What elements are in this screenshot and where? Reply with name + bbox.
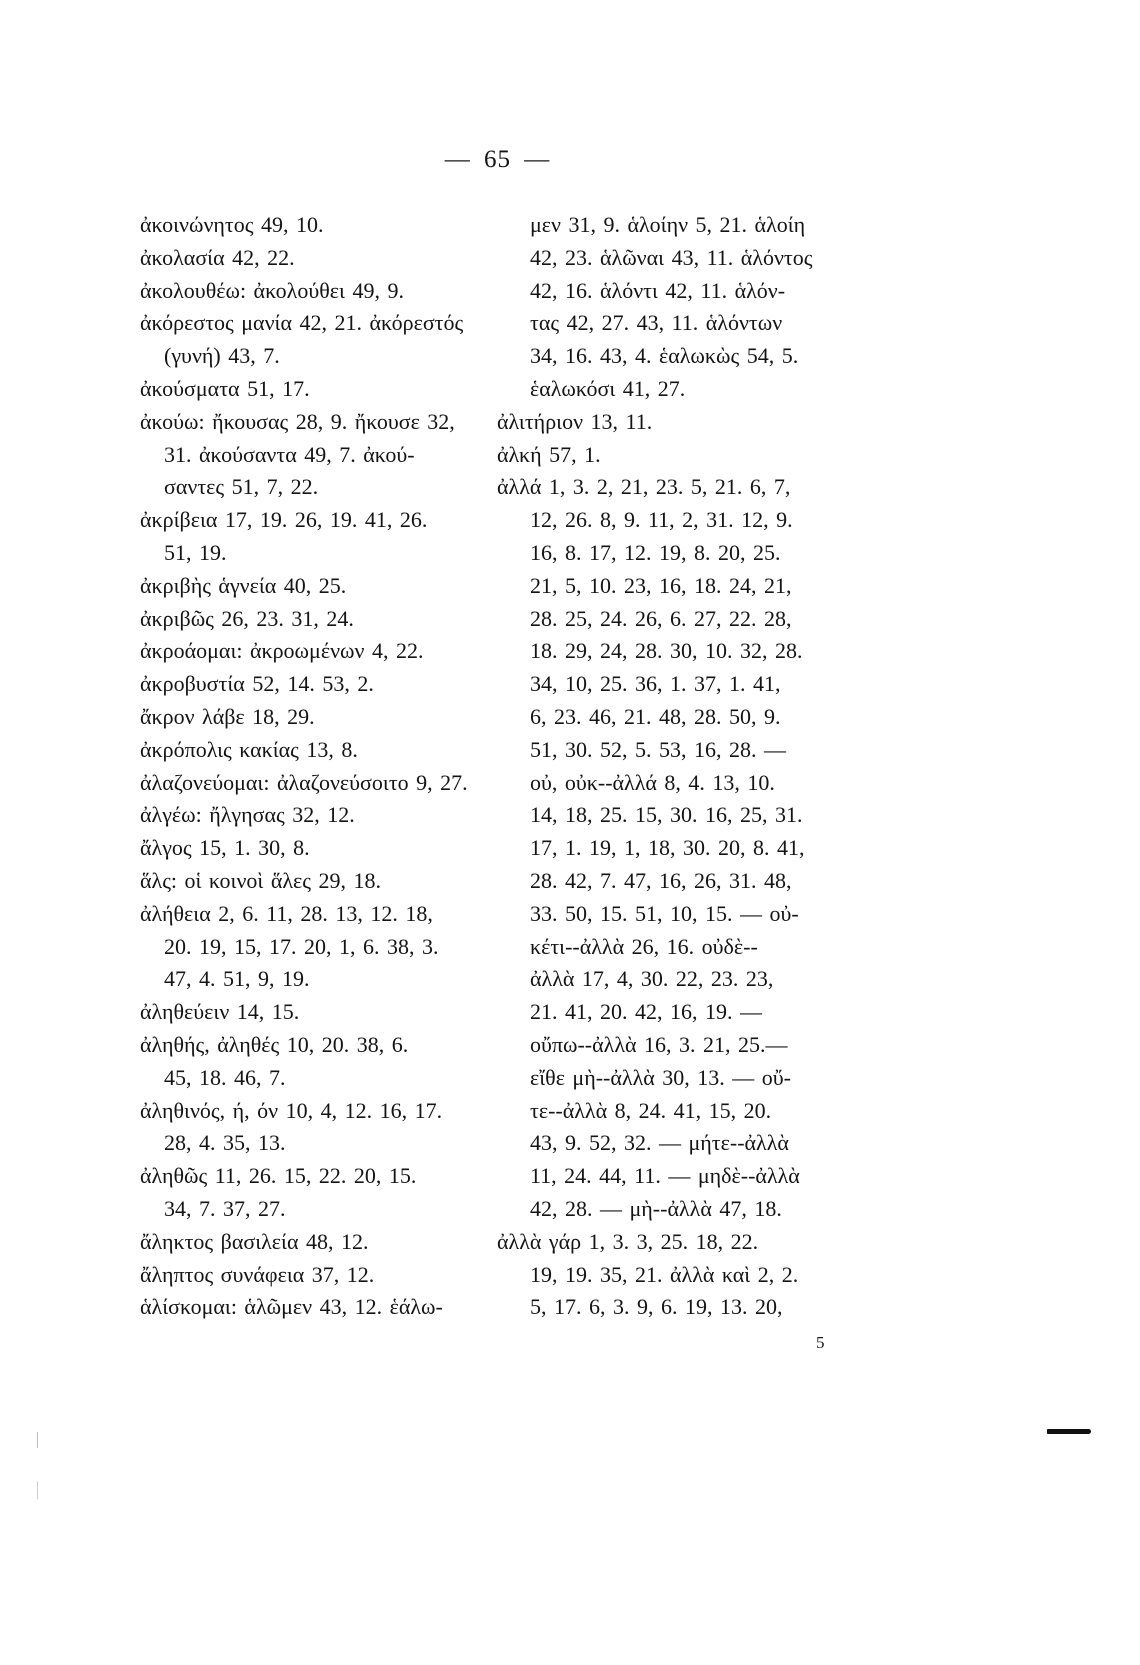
index-entry-continuation: ἑαλωκόσι 41, 27. <box>530 375 686 401</box>
index-entry-continuation: 12, 26. 8, 9. 11, 2, 31. 12, 9. <box>530 507 793 533</box>
index-entry: ἀλαζονεύομαι: ἀλαζονεύσοιτο 9, 27. <box>140 769 468 795</box>
index-entry: ἄληκτος βασιλεία 48, 12. <box>140 1228 369 1254</box>
page-number: — 65 — <box>444 146 551 173</box>
index-entry-continuation: 51, 30. 52, 5. 53, 16, 28. — <box>530 736 786 762</box>
index-entry-continuation: 34, 7. 37, 27. <box>164 1195 286 1221</box>
signature-mark: 5 <box>816 1333 825 1352</box>
index-entry-continuation: 14, 18, 25. 15, 30. 16, 25, 31. <box>530 802 803 828</box>
index-entry: ἀκροάομαι: ἀκροωμένων 4, 22. <box>140 638 424 664</box>
index-entry-continuation: 18. 29, 24, 28. 30, 10. 32, 28. <box>530 638 803 664</box>
index-entry-continuation: 31. ἀκούσαντα 49, 7. ἀκού- <box>164 441 415 467</box>
index-entry-continuation: 28. 42, 7. 47, 16, 26, 31. 48, <box>530 867 792 893</box>
index-entry: ἀλγέω: ἤλγησας 32, 12. <box>140 802 355 828</box>
scan-edge-mark <box>1047 1429 1091 1434</box>
index-entry-continuation: οὐ, οὐκ--ἀλλά 8, 4. 13, 10. <box>530 769 775 795</box>
index-entry: ἄληπτος συνάφεια 37, 12. <box>140 1261 375 1287</box>
index-entry: ἀλιτήριον 13, 11. <box>497 408 653 434</box>
index-entry-continuation: 42, 23. ἁλῶναι 43, 11. ἁλόντος <box>530 244 813 270</box>
index-entry-continuation: 47, 4. 51, 9, 19. <box>164 966 310 992</box>
index-entry: ἁλίσκομαι: ἁλῶμεν 43, 12. ἑάλω- <box>140 1294 443 1320</box>
index-entry: ἄλγος 15, 1. 30, 8. <box>140 835 310 861</box>
index-entry-continuation: 43, 9. 52, 32. — μήτε--ἀλλὰ <box>530 1130 789 1156</box>
index-entry: ἀκριβὴς ἁγνεία 40, 25. <box>140 572 347 598</box>
index-entry: ἀκούσματα 51, 17. <box>140 375 310 401</box>
index-entry-continuation: εἴθε μὴ--ἀλλὰ 30, 13. — οὔ- <box>530 1064 791 1090</box>
index-entry-continuation: (γυνή) 43, 7. <box>164 343 280 369</box>
index-entry: ἀκοινώνητος 49, 10. <box>140 212 324 237</box>
scan-margin-artifact <box>37 1432 38 1522</box>
index-entry-continuation: 6, 23. 46, 21. 48, 28. 50, 9. <box>530 703 781 729</box>
index-entry-continuation: 17, 1. 19, 1, 18, 30. 20, 8. 41, <box>530 835 805 861</box>
index-entry-continuation: 45, 18. 46, 7. <box>164 1064 286 1090</box>
index-entry: ἀκούω: ἤκουσας 28, 9. ἤκουσε 32, <box>140 408 455 434</box>
index-entry-continuation: 51, 19. <box>164 539 227 565</box>
index-entry-continuation: σαντες 51, 7, 22. <box>164 474 319 500</box>
index-entry-continuation: 5, 17. 6, 3. 9, 6. 19, 13. 20, <box>530 1294 783 1320</box>
index-entry-continuation: μεν 31, 9. ἁλοίην 5, 21. ἁλοίη <box>530 212 806 237</box>
index-entry: ἀκροβυστία 52, 14. 53, 2. <box>140 671 374 697</box>
index-entry-continuation: 33. 50, 15. 51, 10, 15. — οὐ- <box>530 900 799 926</box>
index-entry: ἀληθής, ἀληθές 10, 20. 38, 6. <box>140 1031 409 1057</box>
index-entry: ἀκολασία 42, 22. <box>140 244 295 270</box>
index-entry: ἀλλά 1, 3. 2, 21, 23. 5, 21. 6, 7, <box>497 474 791 500</box>
index-entry-continuation: 42, 28. — μὴ--ἀλλὰ 47, 18. <box>530 1195 782 1221</box>
index-entry-continuation: 28. 25, 24. 26, 6. 27, 22. 28, <box>530 605 792 631</box>
index-entry: ἀκρίβεια 17, 19. 26, 19. 41, 26. <box>140 507 428 533</box>
index-entry: ἀληθεύειν 14, 15. <box>140 999 300 1025</box>
index-entry: ἀληθῶς 11, 26. 15, 22. 20, 15. <box>140 1163 417 1189</box>
index-entry-continuation: οὔπω--ἀλλὰ 16, 3. 21, 25.— <box>530 1031 788 1057</box>
index-entry-continuation: 42, 16. ἁλόντι 42, 11. ἁλόν- <box>530 277 786 303</box>
index-entry-continuation: 19, 19. 35, 21. ἀλλὰ καὶ 2, 2. <box>530 1261 799 1287</box>
index-column-left <box>140 209 490 1324</box>
index-entry: ἀκόρεστος μανία 42, 21. ἀκόρεστός <box>140 310 464 336</box>
index-entry: ἀκολουθέω: ἀκολούθει 49, 9. <box>140 277 404 303</box>
index-entry: ἀκριβῶς 26, 23. 31, 24. <box>140 605 354 631</box>
index-entry: ἀληθινός, ή, όν 10, 4, 12. 16, 17. <box>140 1097 443 1123</box>
index-entry-continuation: 20. 19, 15, 17. 20, 1, 6. 38, 3. <box>164 933 439 959</box>
index-entry-continuation: τε--ἀλλὰ 8, 24. 41, 15, 20. <box>530 1097 772 1123</box>
index-entry-continuation: ἀλλὰ 17, 4, 30. 22, 23. 23, <box>530 966 774 992</box>
index-entry-continuation: 11, 24. 44, 11. — μηδὲ--ἀλλὰ <box>530 1163 800 1189</box>
index-entry-continuation: 21, 5, 10. 23, 16, 18. 24, 21, <box>530 572 792 598</box>
index-entry-continuation: 34, 10, 25. 36, 1. 37, 1. 41, <box>530 671 781 697</box>
index-entry: ἄκρον λάβε 18, 29. <box>140 703 315 729</box>
index-entry-continuation: 21. 41, 20. 42, 16, 19. — <box>530 999 762 1025</box>
index-entry-continuation: τας 42, 27. 43, 11. ἁλόντων <box>530 310 783 336</box>
index-entry: ἀκρόπολις κακίας 13, 8. <box>140 736 358 762</box>
index-entry-continuation: 28, 4. 35, 13. <box>164 1130 286 1156</box>
index-entry: ἀλλὰ γάρ 1, 3. 3, 25. 18, 22. <box>497 1228 759 1254</box>
index-entry: ἀλήθεια 2, 6. 11, 28. 13, 12. 18, <box>140 900 433 926</box>
index-entry-continuation: 34, 16. 43, 4. ἑαλωκὼς 54, 5. <box>530 343 799 369</box>
index-column-right <box>497 209 877 1324</box>
index-entry: ἅλς: οἱ κοινοὶ ἅλες 29, 18. <box>140 867 381 893</box>
index-entry-continuation: 16, 8. 17, 12. 19, 8. 20, 25. <box>530 539 781 565</box>
index-entry: ἀλκή 57, 1. <box>497 441 601 467</box>
index-entry-continuation: κέτι--ἀλλὰ 26, 16. οὐδὲ-- <box>530 933 758 959</box>
